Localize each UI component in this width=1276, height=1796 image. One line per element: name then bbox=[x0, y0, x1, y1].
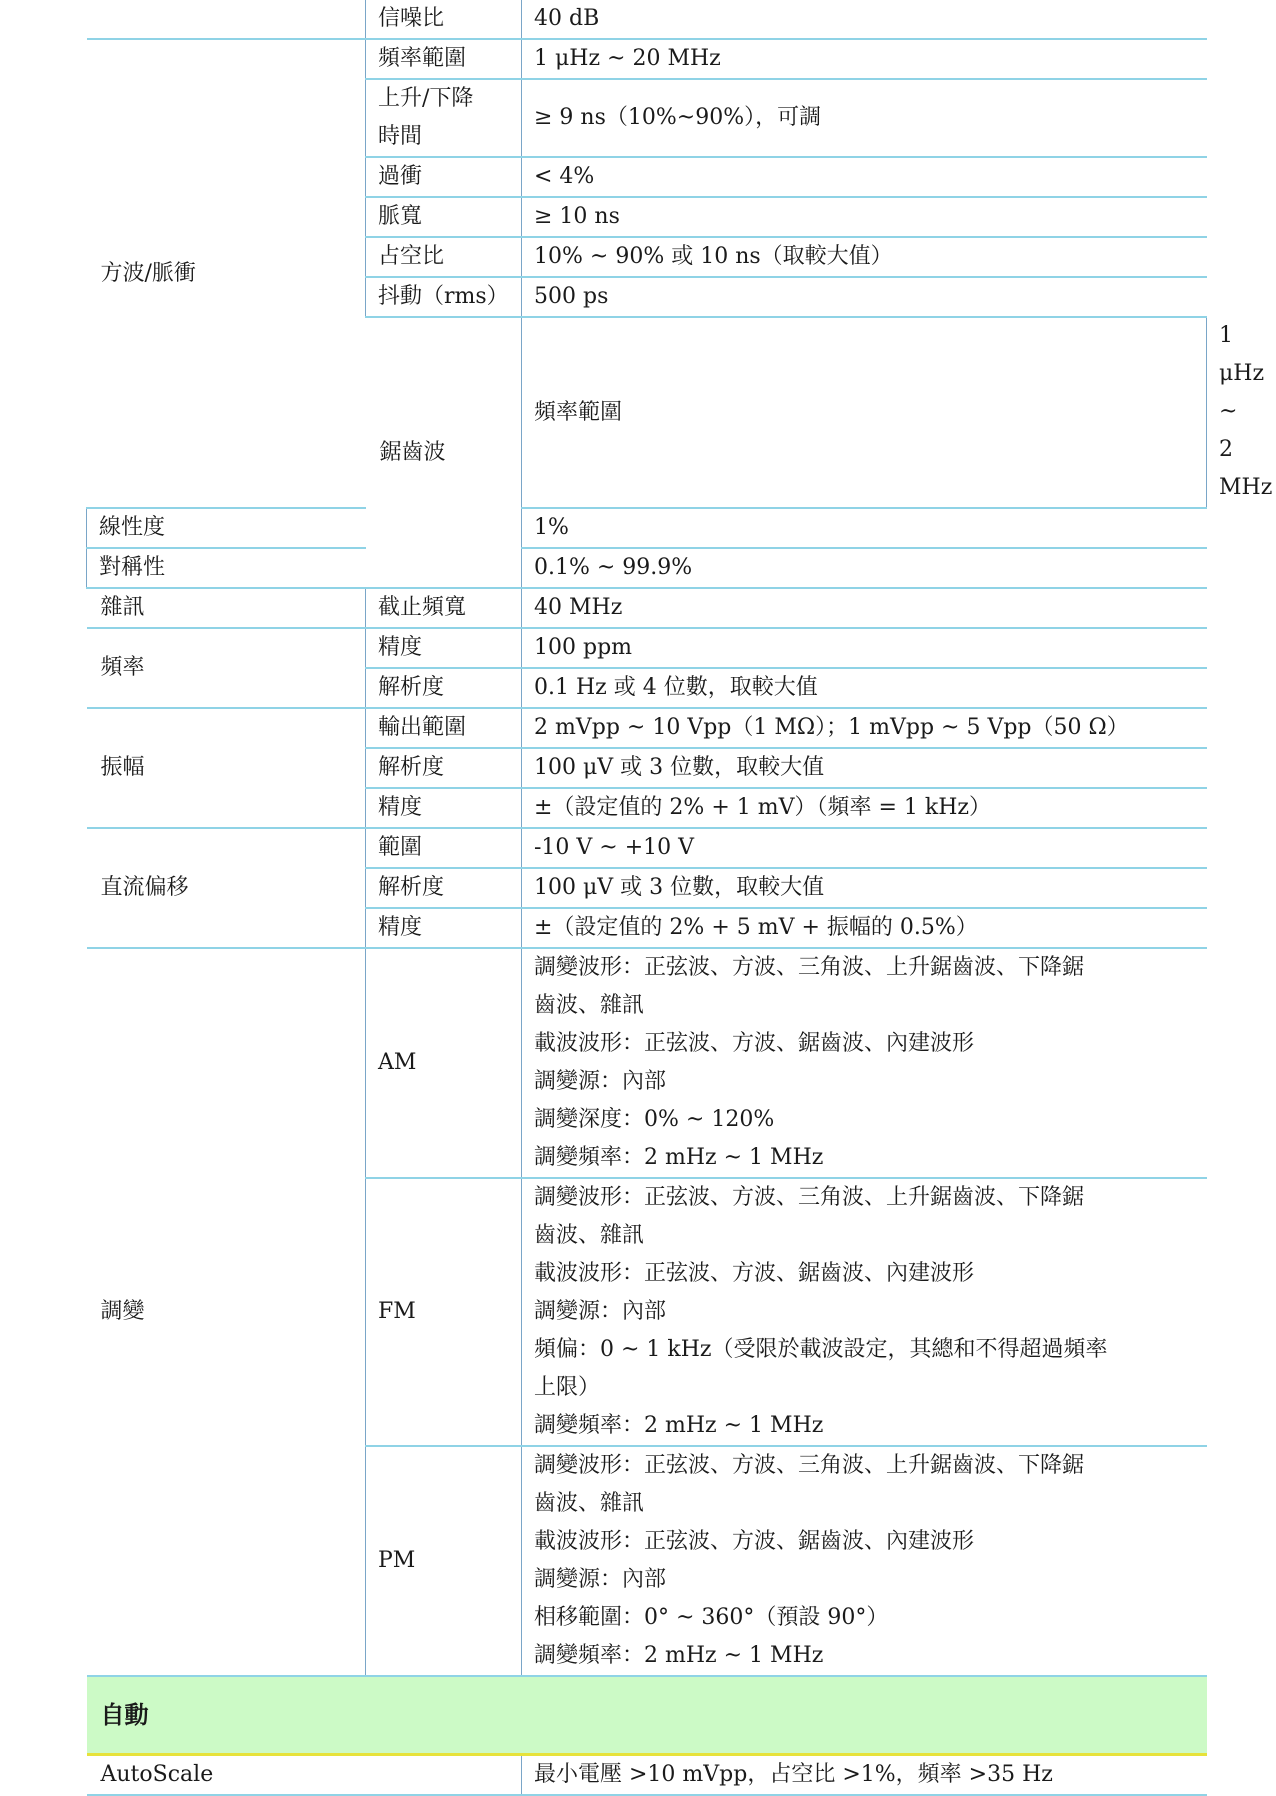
value-cell: -10 V ~ +10 V bbox=[522, 828, 1207, 868]
autoscale-label: AutoScale bbox=[87, 1755, 522, 1796]
table-row bbox=[87, 628, 1207, 668]
param-cell: 精度 bbox=[366, 788, 522, 828]
param-cell: 信噪比 bbox=[366, 0, 522, 39]
param-cell: 解析度 bbox=[366, 868, 522, 908]
table-row bbox=[87, 548, 1207, 588]
value-line: 載波波形：正弦波、方波、鋸齒波、內建波形 bbox=[534, 1529, 975, 1554]
value-line: 調變頻率：2 mHz ~ 1 MHz bbox=[534, 1145, 824, 1170]
value-line: 調變頻率：2 mHz ~ 1 MHz bbox=[534, 1413, 824, 1438]
value-cell: 2 mVpp ~ 10 Vpp（1 MΩ）；1 mVpp ~ 5 Vpp（50 Ω） bbox=[522, 708, 1207, 748]
value-cell: 100 μV 或 3 位數，取較大值 bbox=[522, 868, 1207, 908]
param-cell: 解析度 bbox=[366, 668, 522, 708]
value-line: 調變波形：正弦波、方波、三角波、上升鋸齒波、下降鋸 bbox=[534, 955, 1085, 980]
param-cell: 過衝 bbox=[366, 157, 522, 197]
value-cell: 10% ~ 90% 或 10 ns（取較大值） bbox=[522, 237, 1207, 277]
value-line: 調變源：內部 bbox=[534, 1299, 667, 1324]
value-cell-fm bbox=[522, 1178, 1207, 1446]
table-row bbox=[87, 708, 1207, 748]
param-cell: 線性度 bbox=[87, 508, 366, 548]
value-line: 載波波形：正弦波、方波、鋸齒波、內建波形 bbox=[534, 1031, 975, 1056]
table-row bbox=[87, 588, 1207, 628]
value-line: 調變深度：0% ~ 120% bbox=[534, 1107, 775, 1132]
param-cell: 截止頻寬 bbox=[366, 588, 522, 628]
table-row bbox=[87, 508, 1207, 548]
value-cell: 100 μV 或 3 位數，取較大值 bbox=[522, 748, 1207, 788]
value-line: 上限） bbox=[534, 1375, 601, 1400]
value-cell: 100 ppm bbox=[522, 628, 1207, 668]
param-cell: 抖動（rms） bbox=[366, 277, 522, 317]
group-cell-modulation: 調變 bbox=[87, 948, 366, 1676]
value-line: 調變波形：正弦波、方波、三角波、上升鋸齒波、下降鋸 bbox=[534, 1453, 1085, 1478]
param-line: 時間 bbox=[378, 124, 423, 149]
param-cell bbox=[366, 79, 522, 157]
param-cell: 範圍 bbox=[366, 828, 522, 868]
param-cell: 精度 bbox=[366, 628, 522, 668]
param-cell: 脈寬 bbox=[366, 197, 522, 237]
value-line: 調變頻率：2 mHz ~ 1 MHz bbox=[534, 1643, 824, 1668]
param-cell-pm: PM bbox=[366, 1446, 522, 1676]
param-cell: 解析度 bbox=[366, 748, 522, 788]
value-cell: 500 ps bbox=[522, 277, 1207, 317]
table-row bbox=[87, 1755, 1207, 1796]
table-row bbox=[87, 948, 1207, 1178]
value-cell: ≥ 10 ns bbox=[522, 197, 1207, 237]
value-cell: 40 dB bbox=[522, 0, 1207, 39]
value-cell: < 4% bbox=[522, 157, 1207, 197]
value-cell: 1 μHz ~ 20 MHz bbox=[522, 39, 1207, 79]
section-title: 自動 bbox=[87, 1676, 1207, 1755]
param-cell: 對稱性 bbox=[87, 548, 366, 588]
group-cell-amplitude: 振幅 bbox=[87, 708, 366, 828]
group-cell-square: 方波/脈衝 bbox=[87, 39, 366, 508]
param-cell-fm: FM bbox=[366, 1178, 522, 1446]
value-cell-pm bbox=[522, 1446, 1207, 1676]
group-cell-frequency: 頻率 bbox=[87, 628, 366, 708]
value-cell: 0.1% ~ 99.9% bbox=[522, 548, 1207, 588]
param-cell: 頻率範圍 bbox=[366, 39, 522, 79]
param-line: 上升/下降 bbox=[378, 86, 474, 111]
value-line: 齒波、雜訊 bbox=[534, 993, 645, 1018]
value-line: 齒波、雜訊 bbox=[534, 1491, 645, 1516]
group-cell-noise: 雜訊 bbox=[87, 588, 366, 628]
value-cell: ±（設定值的 2% + 1 mV）（頻率 = 1 kHz） bbox=[522, 788, 1207, 828]
table-row bbox=[87, 828, 1207, 868]
group-cell-dc-offset: 直流偏移 bbox=[87, 828, 366, 948]
table-row: 鋸齒波 頻率範圍 1 μHz ~ 2 MHz bbox=[87, 317, 1207, 508]
param-cell: 占空比 bbox=[366, 237, 522, 277]
table-row bbox=[87, 0, 1207, 39]
param-cell: 精度 bbox=[366, 908, 522, 948]
value-line: 調變源：內部 bbox=[534, 1567, 667, 1592]
value-line: 調變波形：正弦波、方波、三角波、上升鋸齒波、下降鋸 bbox=[534, 1185, 1085, 1210]
value-cell: ≥ 9 ns（10%~90%），可調 bbox=[522, 79, 1207, 157]
group-cell-sawtooth: 鋸齒波 bbox=[366, 317, 522, 588]
group-cell-empty bbox=[87, 0, 366, 39]
param-cell: 輸出範圍 bbox=[366, 708, 522, 748]
param-cell-am: AM bbox=[366, 948, 522, 1178]
value-cell: 0.1 Hz 或 4 位數，取較大值 bbox=[522, 668, 1207, 708]
spec-table bbox=[86, 0, 1273, 1796]
value-cell: 40 MHz bbox=[522, 588, 1207, 628]
value-cell-am bbox=[522, 948, 1207, 1178]
value-line: 頻偏：0 ~ 1 kHz（受限於載波設定，其總和不得超過頻率 bbox=[534, 1337, 1108, 1362]
value-line: 相移範圍：0° ~ 360°（預設 90°） bbox=[534, 1605, 889, 1630]
value-cell: 1% bbox=[522, 508, 1207, 548]
table-row bbox=[87, 39, 1207, 79]
value-cell: ±（設定值的 2% + 5 mV + 振幅的 0.5%） bbox=[522, 908, 1207, 948]
value-line: 載波波形：正弦波、方波、鋸齒波、內建波形 bbox=[534, 1261, 975, 1286]
autoscale-value: 最小電壓 >10 mVpp，占空比 >1%，頻率 >35 Hz bbox=[522, 1755, 1207, 1796]
value-line: 齒波、雜訊 bbox=[534, 1223, 645, 1248]
value-line: 調變源：內部 bbox=[534, 1069, 667, 1094]
param-cell: 頻率範圍 bbox=[522, 317, 1207, 508]
section-header-auto bbox=[87, 1676, 1207, 1755]
